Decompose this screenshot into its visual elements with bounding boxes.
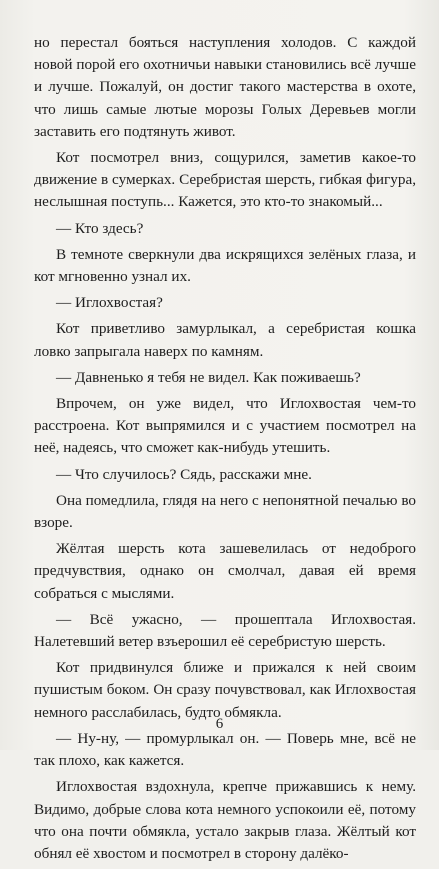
paragraph: Иглохвостая вздохнула, крепче прижавшись к нему. Видимо, добрые слова кота немного успокоили её, потому что она почти обмякла, устало закрыв глаза. Жёлтый кот обнял её хвостом и посмотрел в сторону далёко-: [34, 778, 416, 862]
paragraph: Кот придвинулся ближе и прижался к ней своим пушистым боком. Он сразу почувствовал, как Иглохвостая немного расслабилась, будто обмякла.: [34, 659, 416, 721]
paragraph: Кот приветливо замурлыкал, а серебристая кошка ловко запрыгала наверх по камням.: [34, 320, 416, 360]
page-number: 6: [215, 716, 224, 732]
paragraph: — Ну-ну, — промурлыкал он. — Поверь мне, всё не так плохо, как кажется.: [34, 729, 416, 770]
paragraph: В темноте сверкнули два искрящихся зелёных глаза, и кот мгновенно узнал их.: [34, 245, 416, 286]
paragraph: — Иглохвостая?: [56, 294, 163, 312]
paragraph: — Всё ужасно, — прошептала Иглохвостая. Налетевший ветер взъерошил её серебристую шерсть.: [34, 610, 416, 651]
paragraph: Кот посмотрел вниз, сощурился, заметив какое-то движение в сумерках. Серебристая шерсть, гибкая фигура, неслышная поступь... Кажется, это кто-то знакомый...: [34, 149, 416, 211]
paragraph: Впрочем, он уже видел, что Иглохвостая чем-то расстроена. Кот выпрямился и с участием посмотрел на неё, надеясь, что сможет как-нибудь утешить.: [34, 395, 416, 457]
paragraph: — Кто здесь?: [56, 219, 144, 237]
paragraph: — Давненько я тебя не видел. Как поживаешь?: [56, 368, 361, 386]
paragraph: Жёлтая шерсть кота зашевелилась от недоброго предчувствия, однако он смолчал, давая ей время собраться с мыслями.: [34, 540, 416, 602]
page-text: [34, 32, 416, 869]
paragraph: Она помедлила, глядя на него с непонятной печалью во взоре.: [34, 491, 416, 532]
paragraph: — Что случилось? Сядь, расскажи мне.: [56, 465, 312, 483]
paragraph: но перестал бояться наступления холодов. С каждой новой порой его охотничьи навыки становились всё лучше и лучше. Пожалуй, он достиг такого мастерства в охоте, что лишь самые лютые морозы Голых Деревьев могли заставить его подтянуть живот.: [34, 34, 416, 140]
